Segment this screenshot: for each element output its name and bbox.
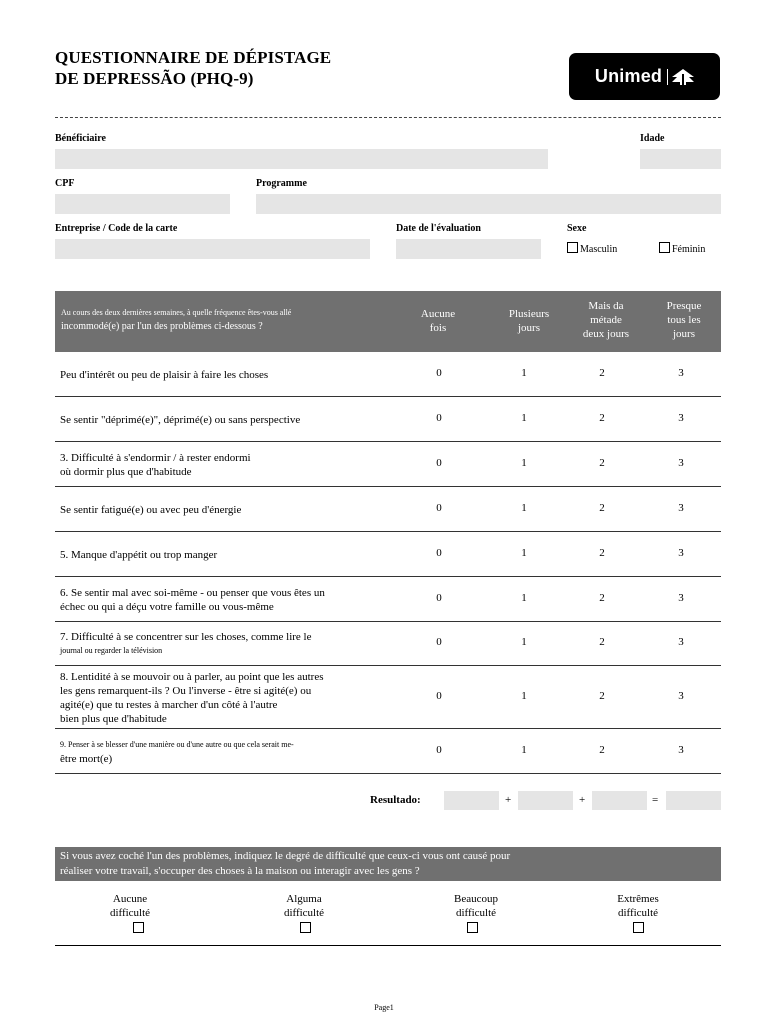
score-2-2[interactable]: 2 xyxy=(599,412,605,424)
resultado-box-1[interactable] xyxy=(444,791,499,810)
masculin-label: Masculin xyxy=(580,244,618,255)
unimed-tree-icon xyxy=(672,69,694,85)
score-7-3[interactable]: 3 xyxy=(678,636,684,648)
header-col-presque-line-1: Presque xyxy=(666,300,702,312)
difficulty-checkbox-beaucoup[interactable] xyxy=(467,922,478,933)
page-title xyxy=(55,47,331,89)
feminin-checkbox[interactable] xyxy=(659,242,670,253)
title-line-2: DE DEPRESSÃO (PHQ-9) xyxy=(55,69,254,88)
score-4-1[interactable]: 1 xyxy=(521,502,527,514)
score-7-1[interactable]: 1 xyxy=(521,636,527,648)
score-2-3[interactable]: 3 xyxy=(678,412,684,424)
difficulty-option-alguma xyxy=(266,892,342,920)
question-text-1 xyxy=(60,368,268,382)
header-col-presque-line-2: tous les xyxy=(667,314,701,326)
score-6-2[interactable]: 2 xyxy=(599,592,605,604)
question-6-line-1: 6. Se sentir mal avec soi-même - ou penser que vous êtes un xyxy=(60,587,325,599)
unimed-logo xyxy=(569,53,720,100)
score-8-3[interactable]: 3 xyxy=(678,690,684,702)
question-text-5 xyxy=(60,548,217,562)
question-6-line-2: échec ou qui a déçu votre famille ou vous-même xyxy=(60,601,274,613)
question-9-line-1: 9. Penser à se blesser d'une manière ou d'une autre ou que cela serait me- xyxy=(60,740,294,749)
entreprise-field[interactable] xyxy=(55,239,370,259)
masculin-checkbox[interactable] xyxy=(567,242,578,253)
plus-sign-2: + xyxy=(579,794,586,806)
question-row-7 xyxy=(55,622,721,666)
header-col-aucune xyxy=(408,307,468,335)
header-col-aucune-line-2: fois xyxy=(429,322,447,334)
header-col-plusieurs-line-1: Plusieurs xyxy=(508,308,550,320)
question-5-line-1: 5. Manque d'appétit ou trop manger xyxy=(60,549,218,561)
idade-label: Idade xyxy=(640,133,665,144)
beneficiaire-field[interactable] xyxy=(55,149,548,169)
question-9-line-2: être mort(e) xyxy=(60,753,113,765)
question-8-line-1: 8. Lentidité à se mouvoir ou à parler, au point que les autres xyxy=(60,671,324,683)
question-text-8 xyxy=(60,670,323,726)
question-row-5 xyxy=(55,532,721,577)
equals-sign: = xyxy=(652,794,659,806)
plus-sign-1: + xyxy=(505,794,512,806)
score-8-1[interactable]: 1 xyxy=(521,690,527,702)
question-8-line-2: les gens remarquent-ils ? Ou l'inverse - être si agité(e) ou xyxy=(60,685,312,697)
header-col-moitie-line-3: deux jours xyxy=(582,328,630,340)
difficulty-option-extremes-line-2: difficulté xyxy=(617,907,659,919)
score-1-2[interactable]: 2 xyxy=(599,367,605,379)
score-4-0[interactable]: 0 xyxy=(436,502,442,514)
question-row-4 xyxy=(55,487,721,532)
resultado-box-2[interactable] xyxy=(518,791,573,810)
question-3-line-1: 3. Difficulté à s'endormir / à rester endormi xyxy=(60,452,251,464)
difficulty-option-aucune xyxy=(95,892,165,920)
programme-label: Programme xyxy=(256,178,307,189)
sexe-label: Sexe xyxy=(567,223,587,234)
difficulty-checkbox-aucune[interactable] xyxy=(133,922,144,933)
cpf-field[interactable] xyxy=(55,194,230,214)
resultado-total-box[interactable] xyxy=(666,791,721,810)
score-7-2[interactable]: 2 xyxy=(599,636,605,648)
header-col-presque xyxy=(649,299,719,341)
table-question xyxy=(61,307,391,334)
question-row-3 xyxy=(55,442,721,487)
question-7-line-2: journal ou regarder la télévision xyxy=(60,646,163,655)
score-4-2[interactable]: 2 xyxy=(599,502,605,514)
date-evaluation-field[interactable] xyxy=(396,239,541,259)
header-col-plusieurs-line-2: jours xyxy=(518,322,540,334)
header-col-presque-line-3: jours xyxy=(673,328,695,340)
difficulty-option-extremes-line-1: Extrêmes xyxy=(617,893,659,905)
footer-divider xyxy=(55,945,721,946)
score-4-3[interactable]: 3 xyxy=(678,502,684,514)
header-col-aucune-line-1: Aucune xyxy=(420,308,456,320)
question-row-1 xyxy=(55,352,721,397)
difficulty-option-beaucoup xyxy=(434,892,518,920)
header-divider xyxy=(55,117,721,118)
score-3-3[interactable]: 3 xyxy=(678,457,684,469)
difficulty-option-beaucoup-line-2: difficulté xyxy=(455,907,497,919)
entreprise-label: Entreprise / Code de la carte xyxy=(55,223,178,234)
difficulty-option-beaucoup-line-1: Beaucoup xyxy=(454,893,498,905)
question-text-2 xyxy=(60,413,300,427)
difficulty-line-2: réaliser votre travail, s'occuper des choses à la maison ou interagir avec les gens ? xyxy=(60,865,420,877)
score-9-3[interactable]: 3 xyxy=(678,744,684,756)
score-3-2[interactable]: 2 xyxy=(599,457,605,469)
score-7-0[interactable]: 0 xyxy=(436,636,442,648)
question-row-2 xyxy=(55,397,721,442)
logo-separator xyxy=(667,69,668,85)
header-col-moitie xyxy=(570,299,642,341)
table-question-line-1: Au cours des deux dernières semaines, à quelle fréquence êtes-vous allé xyxy=(61,308,292,317)
question-2-line-1: Se sentir "déprimé(e)", déprimé(e) ou sans perspective xyxy=(60,414,301,426)
header-col-moitie-line-1: Mais da xyxy=(588,300,624,312)
question-4-line-1: Se sentir fatigué(e) ou avec peu d'énergie xyxy=(60,504,242,516)
resultado-label: Resultado: xyxy=(370,794,421,806)
score-1-1[interactable]: 1 xyxy=(521,367,527,379)
score-9-1[interactable]: 1 xyxy=(521,744,527,756)
score-6-0[interactable]: 0 xyxy=(436,592,442,604)
question-text-7 xyxy=(60,630,311,658)
score-1-0[interactable]: 0 xyxy=(436,367,442,379)
difficulty-option-alguma-line-1: Alguma xyxy=(286,893,322,905)
question-3-line-2: où dormir plus que d'habitude xyxy=(60,466,192,478)
difficulty-option-extremes xyxy=(600,892,676,920)
score-9-2[interactable]: 2 xyxy=(599,744,605,756)
score-2-1[interactable]: 1 xyxy=(521,412,527,424)
score-5-1[interactable]: 1 xyxy=(521,547,527,559)
score-6-3[interactable]: 3 xyxy=(678,592,684,604)
logo-text: Unimed xyxy=(594,66,663,86)
header-col-plusieurs xyxy=(495,307,563,335)
question-text-3 xyxy=(60,451,251,479)
table-question-line-2: incommodé(e) par l'un des problèmes ci-dessous ? xyxy=(61,321,263,332)
question-8-line-3: agité(e) que tu restes à marcher d'un côté à l'autre xyxy=(60,699,278,711)
beneficiaire-label: Bénéficiaire xyxy=(55,133,106,144)
difficulty-checkbox-alguma[interactable] xyxy=(300,922,311,933)
score-2-0[interactable]: 0 xyxy=(436,412,442,424)
question-8-line-4: bien plus que d'habitude xyxy=(60,713,167,725)
difficulty-option-aucune-line-2: difficulté xyxy=(109,907,151,919)
difficulty-option-aucune-line-1: Aucune xyxy=(112,893,148,905)
score-1-3[interactable]: 3 xyxy=(678,367,684,379)
score-5-2[interactable]: 2 xyxy=(599,547,605,559)
masculin-option[interactable] xyxy=(567,242,617,255)
score-8-0[interactable]: 0 xyxy=(436,690,442,702)
feminin-option[interactable] xyxy=(659,242,705,255)
difficulty-checkbox-extremes[interactable] xyxy=(633,922,644,933)
question-row-9 xyxy=(55,729,721,774)
difficulty-option-alguma-line-2: difficulté xyxy=(283,907,325,919)
score-8-2[interactable]: 2 xyxy=(599,690,605,702)
cpf-label: CPF xyxy=(55,178,75,189)
page-number: Page1 xyxy=(374,1003,394,1012)
resultado-box-3[interactable] xyxy=(592,791,647,810)
programme-field[interactable] xyxy=(256,194,721,214)
title-line-1: QUESTIONNAIRE DE DÉPISTAGE xyxy=(55,48,332,67)
score-6-1[interactable]: 1 xyxy=(521,592,527,604)
score-9-0[interactable]: 0 xyxy=(436,744,442,756)
question-text-4 xyxy=(60,503,241,517)
date-evaluation-label: Date de l'évaluation xyxy=(396,223,481,234)
idade-field[interactable] xyxy=(640,149,721,169)
question-1-line-1: Peu d'intérêt ou peu de plaisir à faire les choses xyxy=(60,369,269,381)
question-text-6 xyxy=(60,586,325,614)
header-col-moitie-line-2: métade xyxy=(590,314,622,326)
score-3-0[interactable]: 0 xyxy=(436,457,442,469)
questionnaire-header xyxy=(55,291,721,352)
score-5-3[interactable]: 3 xyxy=(678,547,684,559)
score-3-1[interactable]: 1 xyxy=(521,457,527,469)
feminin-label: Féminin xyxy=(672,244,706,255)
difficulty-line-1: Si vous avez coché l'un des problèmes, indiquez le degré de difficulté que ceux-ci vous ont causé pour xyxy=(60,850,511,862)
question-row-6 xyxy=(55,577,721,622)
question-row-8 xyxy=(55,666,721,729)
score-5-0[interactable]: 0 xyxy=(436,547,442,559)
difficulty-question xyxy=(55,847,721,881)
question-text-9 xyxy=(60,738,294,766)
question-7-line-1: 7. Difficulté à se concentrer sur les choses, comme lire le xyxy=(60,631,312,643)
